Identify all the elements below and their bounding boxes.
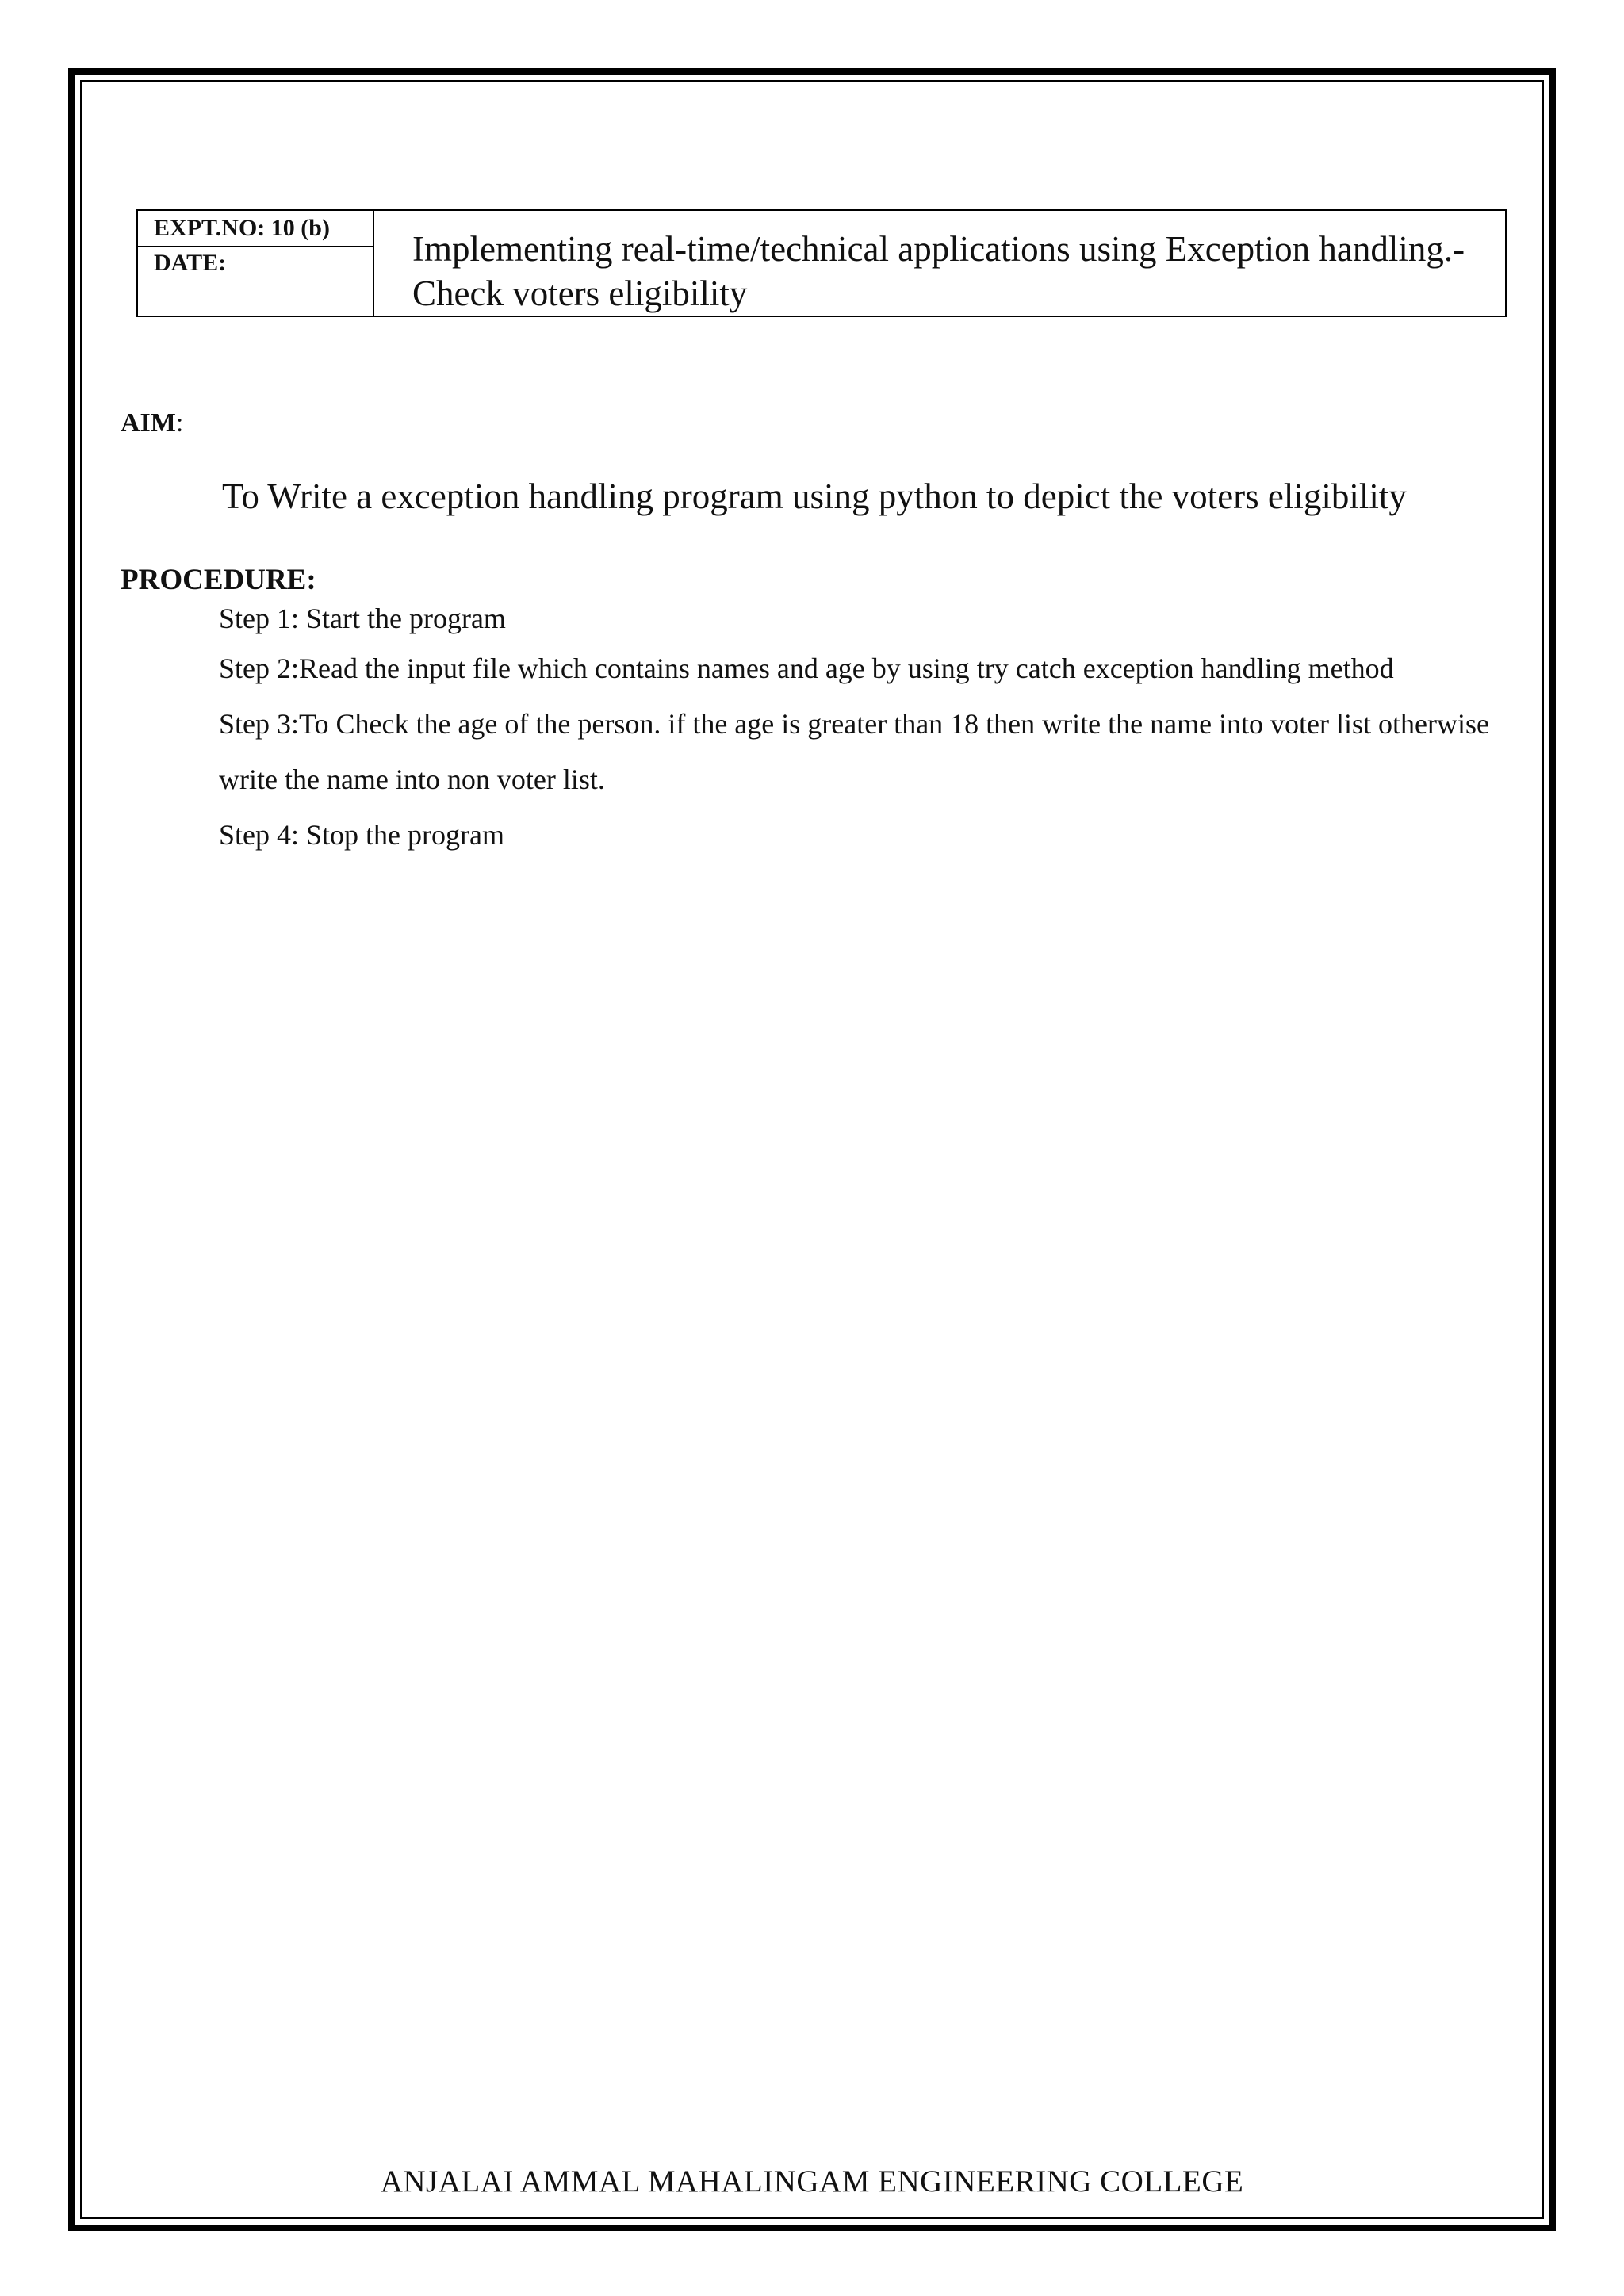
experiment-title: Implementing real-time/technical applications using Exception handling.- Check voters eligibility (412, 229, 1465, 313)
procedure-step-4: Step 4: Stop the program (219, 819, 504, 851)
aim-text: To Write a exception handling program using python to depict the voters eligibility (222, 476, 1407, 516)
procedure-step-2: Step 2:Read the input file which contains names and age by using try catch exception handling method (219, 652, 1394, 684)
procedure-steps (219, 596, 1511, 863)
aim-heading (121, 404, 183, 442)
header-left-column (138, 211, 374, 316)
college-footer: ANJALAI AMMAL MAHALINGAM ENGINEERING COLLEGE (380, 2164, 1244, 2198)
experiment-header-table (136, 209, 1507, 317)
page-border-inner (80, 80, 1544, 2219)
procedure-heading: PROCEDURE: (121, 564, 316, 596)
experiment-number: EXPT.NO: 10 (b) (138, 211, 373, 247)
procedure-step-1: Step 1: Start the program (219, 603, 506, 634)
aim-label: AIM (121, 408, 176, 438)
aim-colon: : (175, 408, 184, 438)
date-label: DATE: (154, 250, 227, 276)
procedure-step-3: Step 3:To Check the age of the person. if the age is greater than 18 then write the name into voter list otherwise write the name into non voter list. (219, 708, 1489, 795)
